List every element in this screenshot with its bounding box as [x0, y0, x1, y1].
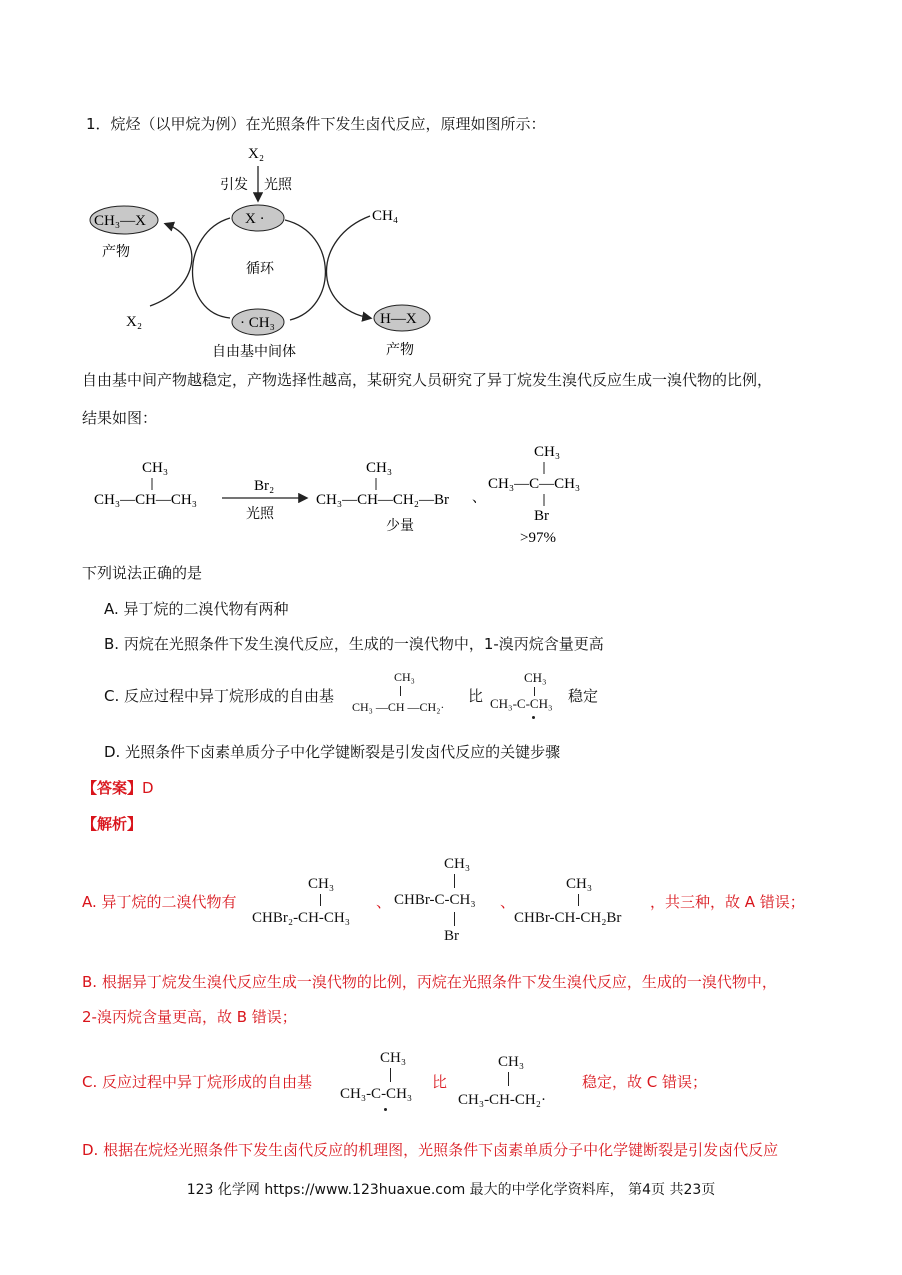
- answer-value: D: [142, 779, 154, 797]
- option-c-mid: 比: [468, 687, 484, 705]
- analysis-c-suffix: 稳定，故 C 错误；: [582, 1073, 708, 1091]
- radical-intermediate-label: 自由基中间体: [212, 344, 296, 360]
- analysis-a-s2: CHBr-C-CH₃: [394, 892, 476, 908]
- light-label: 光照: [264, 177, 292, 193]
- x2-to-ch3x-arrow: [150, 224, 192, 306]
- analysis-a-sep2: 、: [500, 893, 516, 911]
- analysis-a-s2-bottom: Br: [444, 928, 459, 944]
- option-c-struct1: CH₃ —CH —CH₂·: [352, 700, 445, 714]
- analysis-b-line1: B. 根据异丁烷发生溴代反应生成一溴代物的比例，丙烷在光照条件下发生溴代反应，生成的一溴代物中，: [82, 973, 777, 991]
- product2-main-chain: CH₃—C—CH₃: [488, 476, 581, 492]
- text-line-1: 自由基中间产物越稳定，产物选择性越高，某研究人员研究了异丁烷发生溴代反应生成一溴代物的比例，: [82, 371, 773, 389]
- option-c-struct2: CH₃-C-CH₃: [490, 696, 553, 711]
- cycle-left-arc: [193, 218, 231, 318]
- initiate-label: 引发: [220, 177, 248, 193]
- analysis-c-s2-top: CH₃: [498, 1054, 525, 1070]
- analysis-a-prefix: A. 异丁烷的二溴代物有: [82, 893, 237, 911]
- option-b[interactable]: B. 丙烷在光照条件下发生溴代反应，生成的一溴代物中，1-溴丙烷含量更高: [104, 635, 604, 653]
- option-c-struct1-top: CH₃: [394, 670, 415, 684]
- analysis-a-suffix: ，共三种，故 A 错误；: [650, 893, 805, 911]
- product1-main-chain: CH₃—CH—CH₂—Br: [316, 492, 449, 508]
- isobutane-bromination-scheme: [86, 438, 626, 550]
- isobutane-main-chain: CH₃—CH—CH₃: [94, 492, 197, 508]
- analysis-a-s2-bond-bottom: [454, 912, 455, 926]
- option-d[interactable]: D. 光照条件下卤素单质分子中化学键断裂是引发卤代反应的关键步骤: [104, 743, 561, 761]
- halogenation-cycle-diagram: [80, 138, 440, 366]
- analysis-a-s1-bond: [320, 894, 321, 906]
- hx-label: H—X: [380, 311, 417, 327]
- cycle-label: 循环: [246, 261, 274, 277]
- analysis-c-s1-top: CH₃: [380, 1050, 407, 1066]
- analysis-a-s2-bond-top: [454, 874, 455, 888]
- product2-br-bottom: Br: [534, 508, 549, 524]
- option-c-suffix: 稳定: [568, 687, 599, 705]
- ch4-to-hx-arrow: [327, 216, 371, 318]
- product-left-label: 产物: [102, 244, 130, 260]
- analysis-a-s1-top: CH₃: [308, 876, 335, 892]
- product-separator: 、: [472, 490, 486, 506]
- answer-label: 【答案】: [82, 779, 143, 797]
- analysis-c: [82, 1048, 842, 1120]
- option-c-prefix: C. 反应过程中异丁烷形成的自由基: [104, 687, 335, 705]
- analysis-b-line2: 2-溴丙烷含量更高，故 B 错误；: [82, 1008, 297, 1026]
- analysis-label: 【解析】: [82, 815, 143, 833]
- option-c[interactable]: [104, 668, 664, 724]
- product1-ch3-top: CH₃: [366, 460, 393, 476]
- option-c-radical-dot: [532, 716, 535, 719]
- x-radical-label: X ·: [245, 211, 265, 227]
- product2-ch3-top: CH₃: [534, 444, 561, 460]
- x2-top-label: X₂: [248, 146, 265, 162]
- cycle-right-arc: [285, 220, 325, 320]
- major-label: >97%: [520, 530, 556, 546]
- reagent-label: Br₂: [254, 478, 275, 494]
- answer-row: [82, 778, 154, 798]
- analysis-a-s3: CHBr-CH-CH₂Br: [514, 910, 622, 926]
- analysis-a-s2-top: CH₃: [444, 856, 471, 872]
- analysis-a: [82, 856, 842, 948]
- ch4-label: CH₄: [372, 208, 399, 224]
- analysis-a-s3-bond: [578, 894, 579, 906]
- analysis-c-s2-bond: [508, 1072, 509, 1086]
- minor-label: 少量: [386, 518, 414, 534]
- text-line-2: 结果如图：: [82, 409, 158, 427]
- analysis-c-radical-dot: [384, 1108, 387, 1111]
- question-prompt: 下列说法正确的是: [82, 564, 203, 582]
- option-a[interactable]: A. 异丁烷的二溴代物有两种: [104, 600, 289, 618]
- option-c-struct1-bond: [400, 686, 401, 696]
- page-footer: 123 化学网 https://www.123huaxue.com 最大的中学化学资料库， 第4页 共23页: [186, 1182, 716, 1198]
- option-c-struct2-bond: [534, 687, 535, 696]
- isobutane-ch3-top: CH₃: [142, 460, 169, 476]
- option-c-struct2-top: CH₃: [524, 670, 547, 685]
- x2-left-label: X₂: [126, 314, 143, 330]
- analysis-a-s3-top: CH₃: [566, 876, 593, 892]
- analysis-c-mid: 比: [432, 1073, 448, 1091]
- analysis-c-s1: CH₃-C-CH₃: [340, 1086, 413, 1102]
- condition-label: 光照: [246, 506, 274, 522]
- analysis-c-prefix: C. 反应过程中异丁烷形成的自由基: [82, 1073, 313, 1091]
- ch3x-label: CH₃—X: [94, 213, 146, 229]
- analysis-a-s1: CHBr₂-CH-CH₃: [252, 910, 350, 926]
- question-intro: 1．烷烃（以甲烷为例）在光照条件下发生卤代反应，原理如图所示：: [86, 115, 546, 133]
- ch3-radical-label: · CH₃: [240, 315, 275, 331]
- analysis-d-line1: D. 根据在烷烃光照条件下发生卤代反应的机理图，光照条件下卤素单质分子中化学键断裂是引发卤代反应: [82, 1141, 779, 1159]
- product-right-label: 产物: [386, 342, 414, 358]
- analysis-c-s2: CH₃-CH-CH₂·: [458, 1092, 546, 1108]
- analysis-a-sep1: 、: [376, 893, 392, 911]
- analysis-c-s1-bond: [390, 1068, 391, 1082]
